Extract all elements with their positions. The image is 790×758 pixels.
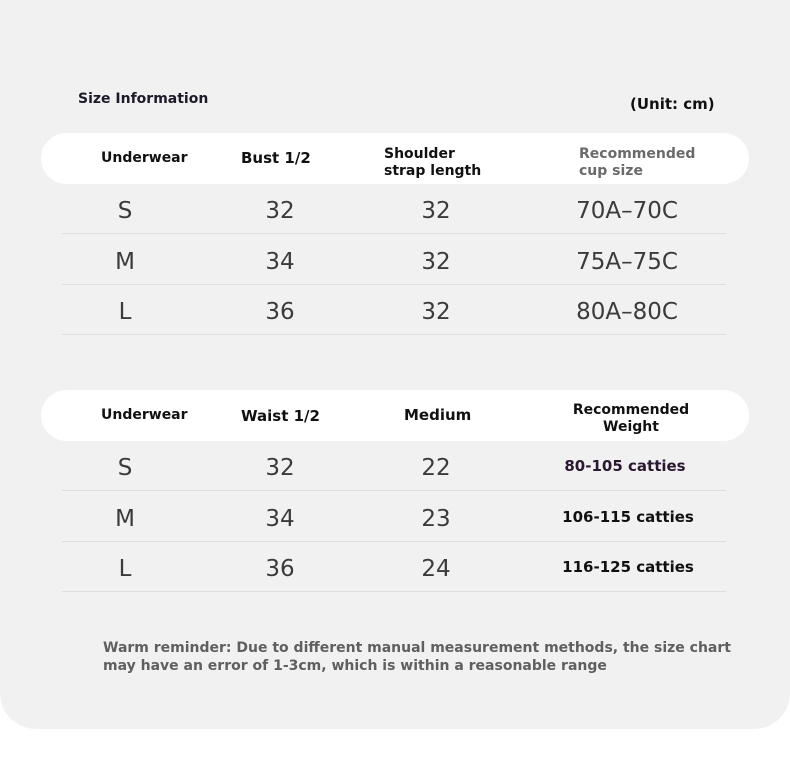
row-medium: 22 [421, 455, 451, 481]
row-divider [62, 490, 726, 491]
header-bust: Bust 1/2 [241, 149, 311, 167]
row-bust: 36 [265, 299, 295, 325]
row-weight: 106-115 catties [562, 508, 694, 526]
row-divider [62, 541, 726, 542]
row-bust: 34 [265, 249, 295, 275]
row-size: L [118, 556, 132, 582]
row-medium: 23 [421, 506, 451, 532]
warm-reminder-text: Warm reminder: Due to different manual measurement methods, the size chart may have an error of 1-3cm, which is within a reasonable range [103, 640, 731, 674]
row-waist: 32 [265, 455, 295, 481]
header-shoulder-strap-length: Shoulder strap length [384, 146, 482, 179]
row-weight: 116-125 catties [562, 558, 694, 576]
size-information-title: Size Information [78, 91, 209, 107]
row-divider [62, 233, 726, 234]
row-divider [62, 334, 726, 335]
header-recommended-cup-size: Recommended cup size [579, 146, 696, 179]
row-cup-size: 80A–80C [576, 299, 678, 325]
row-shoulder-strap: 32 [421, 198, 451, 224]
row-waist: 36 [265, 556, 295, 582]
row-cup-size: 70A–70C [576, 198, 678, 224]
table-header [41, 390, 749, 441]
header-waist: Waist 1/2 [241, 407, 320, 425]
row-shoulder-strap: 32 [421, 249, 451, 275]
row-waist: 34 [265, 506, 295, 532]
row-size: L [118, 299, 132, 325]
row-divider [62, 591, 726, 592]
header-recommended-weight: Recommended Weight [572, 402, 690, 435]
header-medium: Medium [404, 406, 472, 424]
row-size: S [117, 198, 133, 224]
row-weight: 80-105 catties [564, 457, 686, 475]
header-underwear: Underwear [101, 407, 188, 423]
row-divider [62, 284, 726, 285]
row-bust: 32 [265, 198, 295, 224]
header-underwear: Underwear [101, 150, 188, 166]
row-size: S [117, 455, 133, 481]
row-cup-size: 75A–75C [576, 249, 678, 275]
unit-label: (Unit: cm) [630, 95, 715, 113]
table-header [41, 133, 749, 184]
row-medium: 24 [421, 556, 451, 582]
row-size: M [115, 506, 135, 532]
row-shoulder-strap: 32 [421, 299, 451, 325]
row-size: M [115, 249, 135, 275]
